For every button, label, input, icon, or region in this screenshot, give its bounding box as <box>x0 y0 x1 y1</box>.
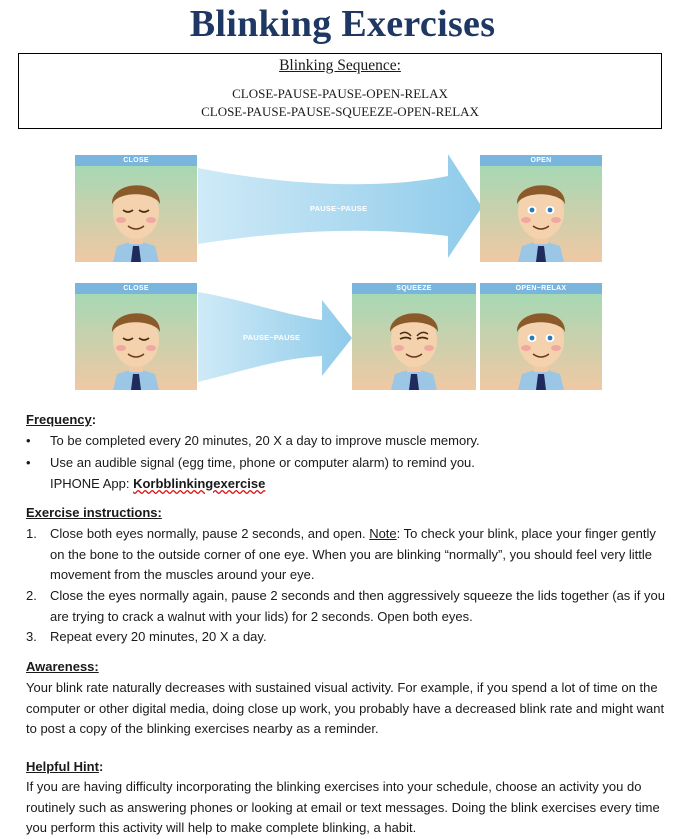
hint-heading: Helpful Hint: <box>26 759 104 774</box>
panel-close-row-1 <box>75 155 197 262</box>
panel-open-row-1 <box>480 155 602 262</box>
note-label: Note <box>369 526 397 541</box>
frequency-heading: Frequency: <box>26 412 97 427</box>
face-eyes-closed-icon <box>75 294 197 390</box>
app-name-link[interactable]: Korbblinkingexercise <box>133 476 266 491</box>
panel-caption: SQUEEZE <box>352 283 476 294</box>
bullet-icon: • <box>26 433 31 448</box>
sequence-heading: Blinking Sequence: <box>279 57 401 74</box>
bullet-icon: • <box>26 455 31 470</box>
arrow-label-row-2: PAUSE~PAUSE <box>243 333 301 342</box>
arrow-label-row-1: PAUSE~PAUSE <box>310 204 368 213</box>
face-eyes-squeezed-icon <box>352 294 476 390</box>
panel-caption: OPEN <box>480 155 602 166</box>
panel-squeeze-row-2 <box>352 283 476 390</box>
sequence-line-1: CLOSE-PAUSE-PAUSE-OPEN-RELAX <box>232 86 448 101</box>
panel-open-relax-row-2 <box>480 283 602 390</box>
hint-body: If you are having difficulty incorporating the blinking exercises into your schedule, choose an activity you do routinely such as answering phones or looking at email or text messages. Doing the blink exercises every time you perform this activity will help to make complete blinking, a habit. <box>26 779 660 835</box>
panel-caption: CLOSE <box>75 155 197 166</box>
instruction-item: 2. Close the eyes normally again, pause 2 seconds and then aggressively squeeze the lids together (as if you are trying to crack a walnut with your lids) for 2 seconds. Open both eyes. <box>26 588 665 624</box>
sequence-line-2: CLOSE-PAUSE-PAUSE-SQUEEZE-OPEN-RELAX <box>201 104 479 119</box>
page-title: Blinking Exercises <box>189 3 496 45</box>
face-eyes-closed-icon <box>75 166 197 262</box>
instructions-heading: Exercise instructions: <box>26 505 162 520</box>
panel-close-row-2 <box>75 283 197 390</box>
face-eyes-open-icon <box>480 166 602 262</box>
awareness-body: Your blink rate naturally decreases with sustained visual activity. For example, if you spend a lot of time on the computer or other digital media, doing close up work, you probably have a decreased blink rate and might want to post a copy of the blinking exercises nearby as a reminder. <box>26 680 665 736</box>
panel-caption: OPEN~RELAX <box>480 283 602 294</box>
instruction-item: 3. Repeat every 20 minutes, 20 X a day. <box>26 629 267 644</box>
face-eyes-open-icon <box>480 294 602 390</box>
awareness-heading: Awareness: <box>26 659 99 674</box>
instruction-item: 1. Close both eyes normally, pause 2 seconds, and open. Note: To check your blink, place your finger gently on the bone to the outside corner of one eye. When you are blinking “normally”, you should feel very little movement from the muscles around your eye. <box>26 526 656 582</box>
panel-caption: CLOSE <box>75 283 197 294</box>
